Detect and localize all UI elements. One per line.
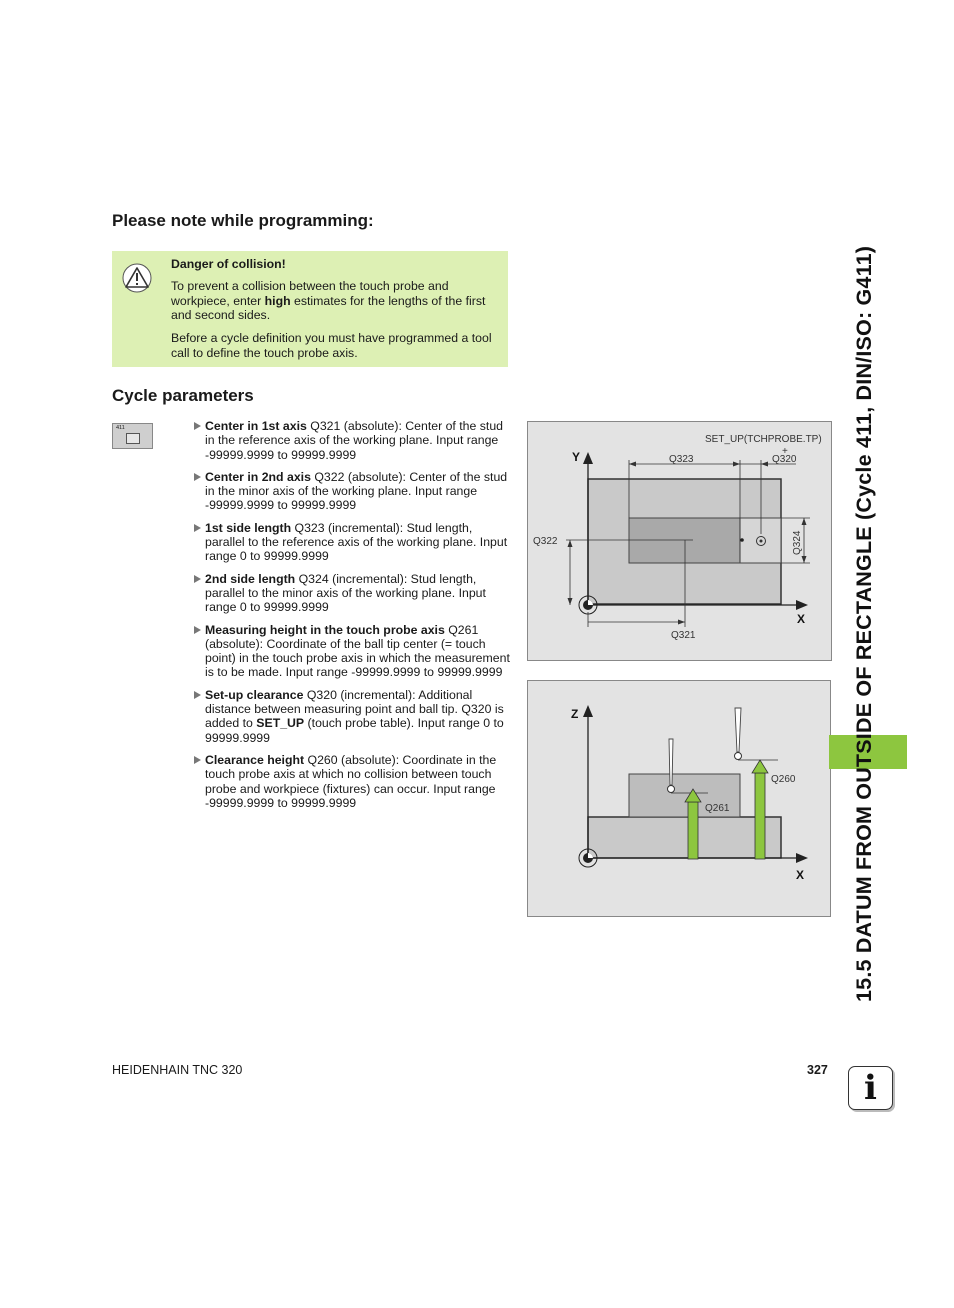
- param-item: Measuring height in the touch probe axis Q261 (absolute): Coordinate of the ball tip center (= touch point) in the touch probe axis in which the measurement is to be made. Input range -99999.9999 to 99999.9999: [193, 623, 511, 680]
- touch-probe-icon: [735, 708, 742, 760]
- cycle-411-softkey[interactable]: [112, 423, 153, 449]
- warning-title: Danger of collision!: [171, 257, 286, 271]
- info-icon-glyph: i: [864, 1068, 877, 1108]
- param-item: 1st side length Q323 (incremental): Stud length, parallel to the reference axis of the working plane. Input range 0 to 99999.9999: [193, 521, 511, 564]
- bullet-arrow-icon: [194, 422, 201, 430]
- figure-top-view: [527, 421, 832, 661]
- stud-rectangle: [629, 518, 740, 563]
- parameter-list: [193, 419, 511, 818]
- fig1-q324: Q324: [792, 530, 803, 555]
- fig2-z-axis: Z: [571, 707, 579, 721]
- heading-note: Please note while programming:: [112, 211, 374, 230]
- fig2-x-axis: X: [796, 868, 805, 882]
- fig1-x-axis: X: [797, 612, 806, 626]
- bullet-arrow-icon: [194, 626, 201, 634]
- fig2-q260: Q260: [771, 774, 796, 785]
- page-number: 327: [807, 1063, 828, 1077]
- param-item: Set-up clearance Q320 (incremental): Additional distance between measuring point and ball tip. Q320 is added to SET_UP (touch probe table). Input range 0 to 99999.9999: [193, 688, 511, 745]
- fig1-plus: +: [782, 446, 788, 457]
- bullet-arrow-icon: [194, 473, 201, 481]
- param-item: Clearance height Q260 (absolute): Coordinate in the touch probe axis at which no collision between touch probe and workpiece (fixtures) can occur. Input range -99999.9999 to 99999.9999: [193, 753, 511, 810]
- collision-warning-box: [112, 251, 508, 367]
- heading-cycle-parameters: Cycle parameters: [112, 386, 254, 405]
- fig1-q320: Q320: [772, 454, 797, 465]
- warning-paragraph-1: To prevent a collision between the touch probe and workpiece, enter high estimates for the lengths of the first and second sides.: [171, 279, 486, 322]
- fig2-q261: Q261: [705, 803, 730, 814]
- param-item: Center in 1st axis Q321 (absolute): Center of the stud in the reference axis of the working plane. Input range -99999.9999 to 99999.9999: [193, 419, 511, 462]
- fig1-q321: Q321: [671, 630, 696, 641]
- fig1-y-axis: Y: [572, 450, 581, 464]
- bullet-arrow-icon: [194, 575, 201, 583]
- fig1-q322: Q322: [533, 536, 558, 547]
- bullet-arrow-icon: [194, 524, 201, 532]
- info-icon: [848, 1066, 893, 1110]
- side-section-title: 15.5 DATUM FROM OUTSIDE OF RECTANGLE (Cycle 411, DIN/ISO: G411): [852, 245, 876, 1002]
- workpiece-base: [588, 817, 781, 858]
- footer-product: HEIDENHAIN TNC 320: [112, 1063, 243, 1077]
- param-item: Center in 2nd axis Q322 (absolute): Center of the stud in the minor axis of the working plane. Input range -99999.9999 to 99999.9999: [193, 470, 511, 513]
- warning-triangle-icon: [122, 263, 152, 293]
- param-item: 2nd side length Q324 (incremental): Stud length, parallel to the minor axis of the working plane. Input range 0 to 99999.9999: [193, 572, 511, 615]
- bullet-arrow-icon: [194, 691, 201, 699]
- figure-side-view: [527, 680, 831, 917]
- fig1-q323: Q323: [669, 454, 694, 465]
- fig1-setup-label: SET_UP(TCHPROBE.TP): [705, 434, 822, 445]
- bullet-arrow-icon: [194, 756, 201, 764]
- softkey-rect-icon: [126, 433, 140, 444]
- softkey-label: 411: [116, 425, 125, 431]
- warning-paragraph-2: Before a cycle definition you must have programmed a tool call to define the touch probe axis.: [171, 331, 492, 360]
